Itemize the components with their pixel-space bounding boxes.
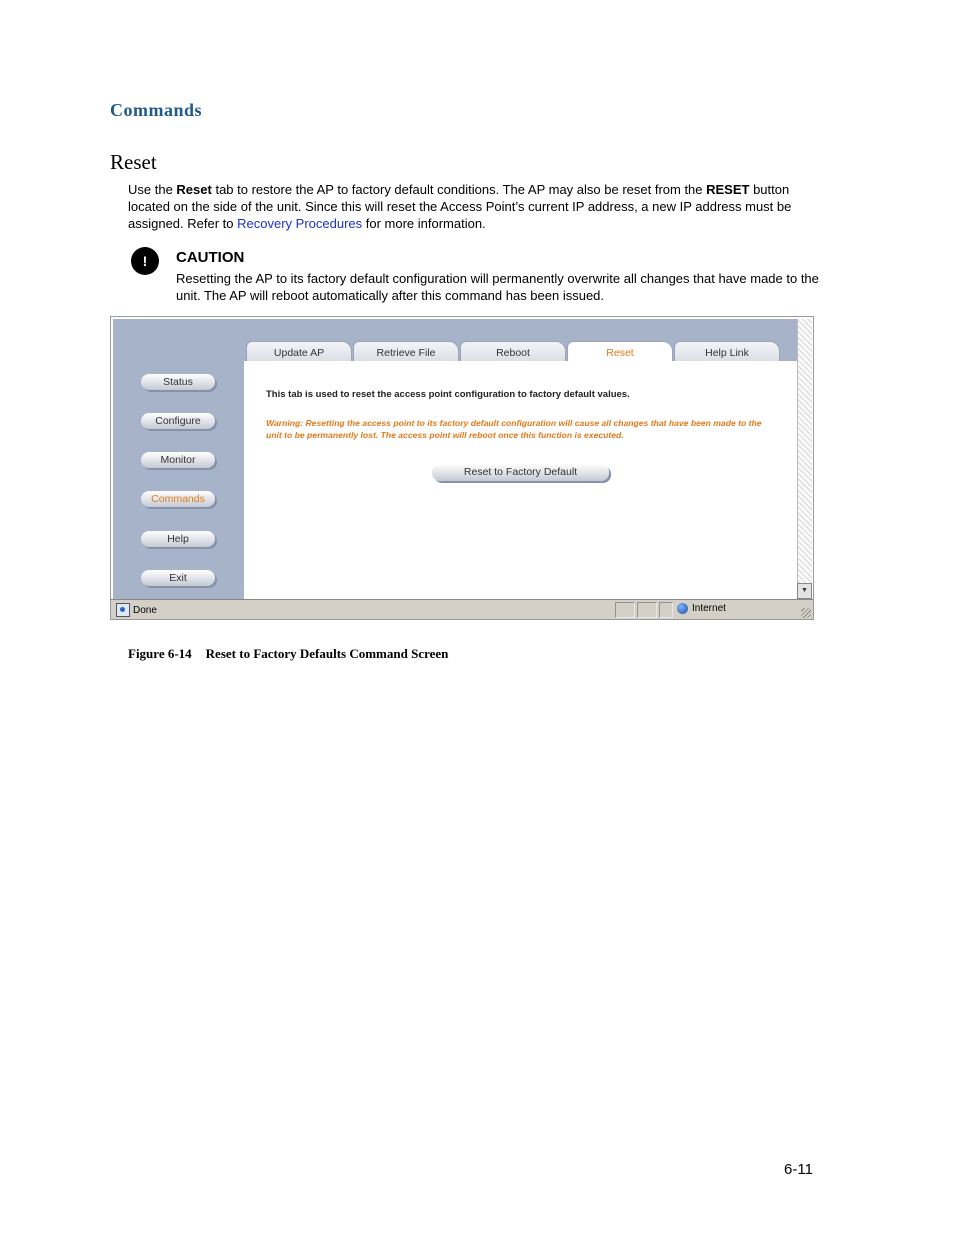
section-heading: Commands	[110, 100, 203, 120]
status-cell	[659, 602, 673, 618]
figure-title: Reset to Factory Defaults Command Screen	[205, 646, 449, 661]
status-zone	[677, 603, 726, 614]
status-done	[116, 603, 157, 617]
reset-warning-text: Warning: Resetting the access point to its factory default configuration will cause all changes that have been made to the unit to be permanently lost. The access point will reboot once this function is executed.	[266, 418, 762, 440]
intro-text: tab to restore the AP to factory default conditions. The AP may also be reset from the	[211, 182, 707, 197]
reset-info-text: This tab is used to reset the access point configuration to factory default values.	[266, 389, 630, 400]
tab-reset[interactable]: Reset	[567, 341, 673, 365]
intro-text: for more information.	[362, 216, 486, 231]
tab-update-ap[interactable]: Update AP	[246, 341, 352, 364]
intro-text: Use the	[128, 182, 177, 197]
tab-help-link[interactable]: Help Link	[674, 341, 780, 364]
caution-body: Resetting the AP to its factory default configuration will permanently overwrite all changes that have made to the unit. The AP will reboot automatically after this command has been issued.	[176, 271, 819, 303]
sidebar-commands-button[interactable]: Commands	[141, 491, 215, 507]
tab-reboot[interactable]: Reboot	[460, 341, 566, 364]
caution-title: CAUTION	[176, 249, 245, 266]
status-zone-text: Internet	[692, 603, 726, 614]
vertical-scrollbar[interactable]	[797, 319, 812, 599]
screenshot-sidebar	[113, 319, 244, 599]
tab-retrieve-file[interactable]: Retrieve File	[353, 341, 459, 364]
reset-screenshot	[110, 316, 814, 620]
status-done-text: Done	[133, 604, 157, 616]
scroll-down-arrow-icon[interactable]: ▼	[797, 583, 812, 599]
sidebar-configure-button[interactable]: Configure	[141, 413, 215, 429]
screenshot-content	[244, 361, 797, 599]
recovery-procedures-link[interactable]: Recovery Procedures	[237, 216, 363, 231]
intro-paragraph	[128, 181, 818, 232]
sidebar-exit-button[interactable]: Exit	[141, 570, 215, 586]
intro-bold-reset-button: RESET	[706, 182, 750, 197]
status-cell	[615, 602, 635, 618]
sidebar-help-button[interactable]: Help	[141, 531, 215, 547]
globe-icon	[677, 603, 688, 614]
browser-status-bar	[111, 599, 813, 620]
page-title: Reset	[110, 150, 157, 174]
sidebar-status-button[interactable]: Status	[141, 374, 215, 390]
resize-grip-icon[interactable]	[801, 608, 811, 618]
caution-icon: !	[131, 247, 159, 275]
figure-caption	[128, 646, 448, 662]
sidebar-monitor-button[interactable]: Monitor	[141, 452, 215, 468]
reset-to-factory-default-button[interactable]: Reset to Factory Default	[432, 464, 609, 481]
intro-text: button located on the side of the unit. Since this will reset the Access Point’s current IP address, a new IP address must be assigned. Refer to	[128, 182, 792, 231]
screenshot-tab-bar	[244, 319, 797, 361]
intro-bold-reset: Reset	[176, 182, 212, 197]
status-cell	[637, 602, 657, 618]
page-icon	[116, 603, 130, 617]
page-number: 6-11	[784, 1161, 813, 1178]
figure-number: Figure 6-14	[128, 646, 192, 661]
